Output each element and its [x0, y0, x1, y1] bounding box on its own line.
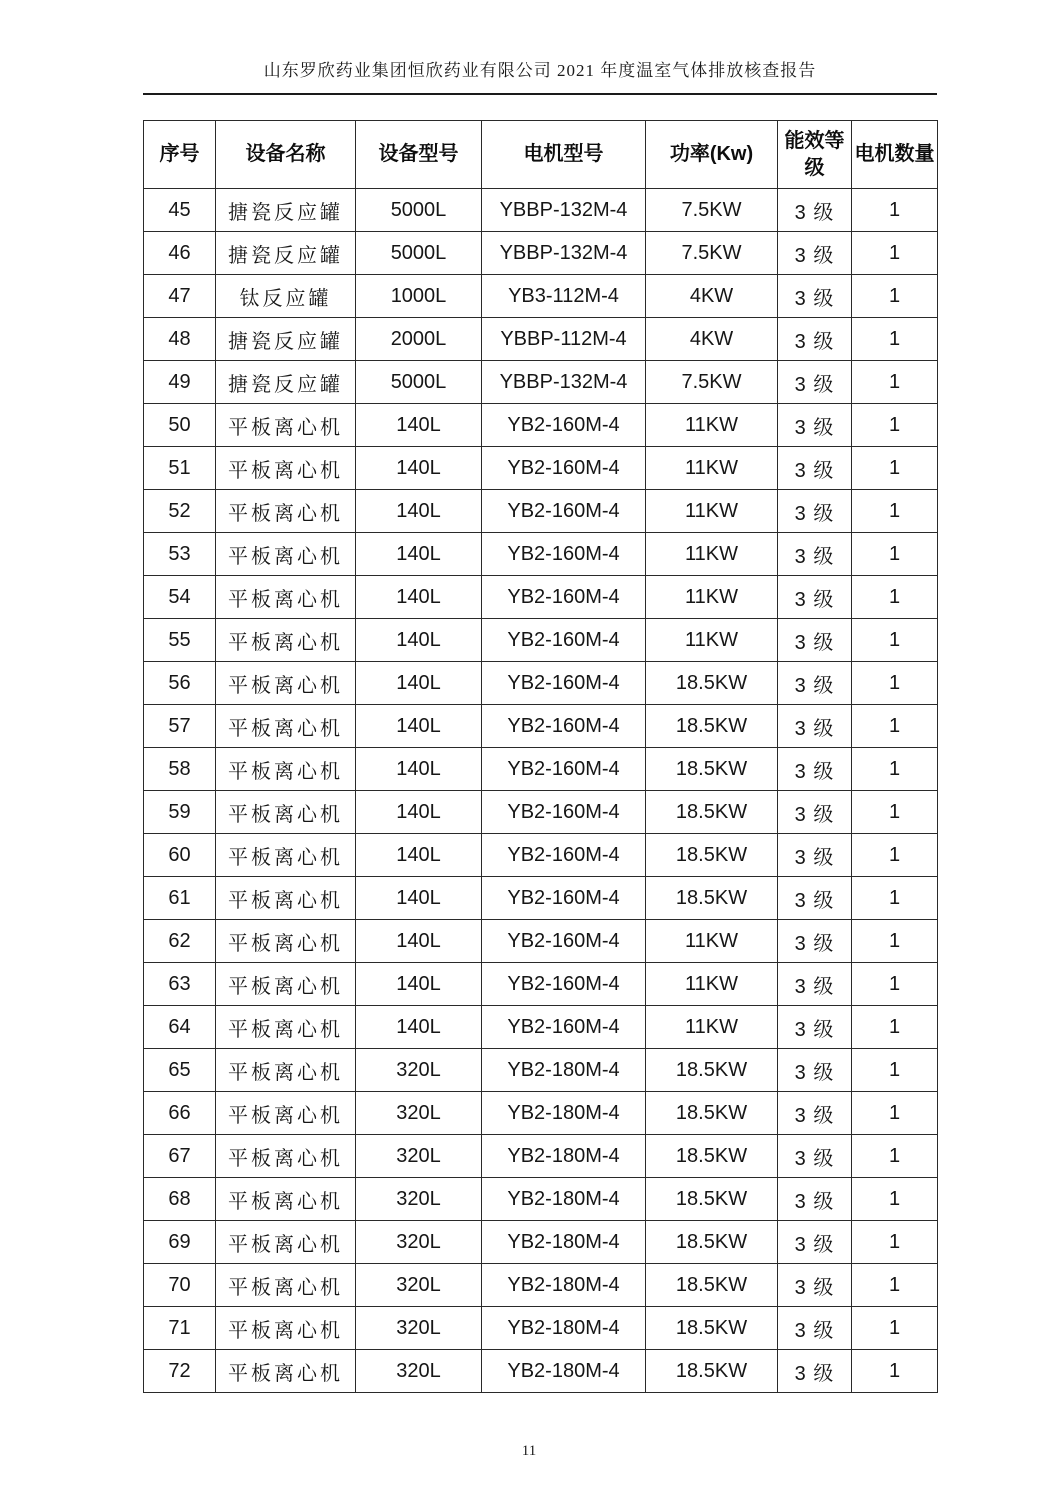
table-cell: 72 — [144, 1350, 216, 1393]
table-cell: 5000L — [356, 232, 482, 275]
table-row — [144, 1049, 938, 1092]
table-cell: 68 — [144, 1178, 216, 1221]
table-cell: 平板离心机 — [216, 533, 356, 576]
table-cell: 61 — [144, 877, 216, 920]
table-cell: 3 级 — [778, 189, 852, 232]
table-cell: 55 — [144, 619, 216, 662]
table-cell: 18.5KW — [646, 705, 778, 748]
table-row — [144, 791, 938, 834]
table-cell: 18.5KW — [646, 1178, 778, 1221]
table-cell: 56 — [144, 662, 216, 705]
table-cell: 54 — [144, 576, 216, 619]
table-cell: YB2-160M-4 — [482, 963, 646, 1006]
table-cell: 3 级 — [778, 490, 852, 533]
table-cell: YBBP-112M-4 — [482, 318, 646, 361]
table-cell: 1 — [852, 232, 938, 275]
table-cell: 11KW — [646, 963, 778, 1006]
table-cell: 平板离心机 — [216, 490, 356, 533]
table-cell: 1 — [852, 189, 938, 232]
table-cell: 平板离心机 — [216, 1221, 356, 1264]
table-row — [144, 1178, 938, 1221]
table-row — [144, 1006, 938, 1049]
table-row — [144, 1307, 938, 1350]
table-cell: 1 — [852, 576, 938, 619]
table-cell: 平板离心机 — [216, 1006, 356, 1049]
table-row — [144, 490, 938, 533]
table-cell: 钛反应罐 — [216, 275, 356, 318]
table-cell: YB2-160M-4 — [482, 877, 646, 920]
table-cell: 71 — [144, 1307, 216, 1350]
table-cell: YB2-180M-4 — [482, 1092, 646, 1135]
table-header — [144, 121, 938, 189]
table-cell: 47 — [144, 275, 216, 318]
table-cell: 18.5KW — [646, 748, 778, 791]
table-cell: 平板离心机 — [216, 1178, 356, 1221]
table-cell: YBBP-132M-4 — [482, 232, 646, 275]
table-cell: 1000L — [356, 275, 482, 318]
table-row — [144, 447, 938, 490]
table-cell: 320L — [356, 1307, 482, 1350]
table-row — [144, 189, 938, 232]
column-header: 电机型号 — [482, 121, 646, 189]
table-cell: 平板离心机 — [216, 447, 356, 490]
table-cell: 7.5KW — [646, 189, 778, 232]
table-cell: 7.5KW — [646, 361, 778, 404]
table-cell: 18.5KW — [646, 1264, 778, 1307]
table-cell: YB2-160M-4 — [482, 533, 646, 576]
table-row — [144, 275, 938, 318]
table-cell: 3 级 — [778, 619, 852, 662]
table-cell: YBBP-132M-4 — [482, 189, 646, 232]
table-cell: 140L — [356, 791, 482, 834]
table-cell: YB2-160M-4 — [482, 662, 646, 705]
table-cell: YB2-180M-4 — [482, 1221, 646, 1264]
column-header: 序号 — [144, 121, 216, 189]
table-row — [144, 533, 938, 576]
table-cell: 140L — [356, 748, 482, 791]
table-row — [144, 318, 938, 361]
table-cell: 1 — [852, 1178, 938, 1221]
table-cell: 1 — [852, 361, 938, 404]
table-cell: 1 — [852, 404, 938, 447]
table-row — [144, 920, 938, 963]
table-cell: 1 — [852, 920, 938, 963]
table-cell: 18.5KW — [646, 791, 778, 834]
table-cell: 1 — [852, 1092, 938, 1135]
table-cell: 4KW — [646, 318, 778, 361]
table-cell: 48 — [144, 318, 216, 361]
table-cell: YB2-160M-4 — [482, 490, 646, 533]
table-cell: 1 — [852, 490, 938, 533]
table-cell: 320L — [356, 1049, 482, 1092]
table-cell: 11KW — [646, 1006, 778, 1049]
table-cell: 平板离心机 — [216, 576, 356, 619]
table-row — [144, 1135, 938, 1178]
table-cell: 58 — [144, 748, 216, 791]
table-cell: 平板离心机 — [216, 1307, 356, 1350]
table-row — [144, 963, 938, 1006]
table-cell: 3 级 — [778, 877, 852, 920]
table-cell: 1 — [852, 1350, 938, 1393]
table-cell: 1 — [852, 447, 938, 490]
table-row — [144, 834, 938, 877]
table-cell: 49 — [144, 361, 216, 404]
table-cell: 平板离心机 — [216, 920, 356, 963]
table-row — [144, 1350, 938, 1393]
table-cell: 3 级 — [778, 576, 852, 619]
equipment-table — [143, 120, 938, 1393]
table-cell: 18.5KW — [646, 877, 778, 920]
table-cell: 1 — [852, 1135, 938, 1178]
table-row — [144, 877, 938, 920]
table-cell: 140L — [356, 619, 482, 662]
table-cell: YB2-160M-4 — [482, 748, 646, 791]
table-cell: 3 级 — [778, 791, 852, 834]
table-cell: 3 级 — [778, 447, 852, 490]
table-row — [144, 404, 938, 447]
table-cell: YB2-160M-4 — [482, 404, 646, 447]
table-cell: 1 — [852, 1264, 938, 1307]
table-cell: 1 — [852, 1049, 938, 1092]
table-cell: 140L — [356, 662, 482, 705]
table-cell: 1 — [852, 533, 938, 576]
table-cell: 平板离心机 — [216, 1049, 356, 1092]
document-header — [143, 56, 937, 95]
column-header: 设备型号 — [356, 121, 482, 189]
table-cell: YB2-160M-4 — [482, 834, 646, 877]
table-cell: YB2-180M-4 — [482, 1178, 646, 1221]
table-cell: 1 — [852, 318, 938, 361]
table-cell: 140L — [356, 877, 482, 920]
table-cell: 50 — [144, 404, 216, 447]
table-cell: 70 — [144, 1264, 216, 1307]
table-cell: 140L — [356, 1006, 482, 1049]
table-header-row — [144, 121, 938, 189]
table-cell: 1 — [852, 619, 938, 662]
table-cell: 5000L — [356, 189, 482, 232]
table-cell: 140L — [356, 705, 482, 748]
table-cell: YB2-160M-4 — [482, 791, 646, 834]
table-cell: 18.5KW — [646, 1307, 778, 1350]
table-cell: 1 — [852, 963, 938, 1006]
table-cell: YB2-180M-4 — [482, 1135, 646, 1178]
table-cell: 18.5KW — [646, 1135, 778, 1178]
table-cell: 1 — [852, 877, 938, 920]
table-cell: 2000L — [356, 318, 482, 361]
table-cell: YBBP-132M-4 — [482, 361, 646, 404]
column-header: 能效等级 — [778, 121, 852, 189]
column-header: 电机数量 — [852, 121, 938, 189]
table-cell: 320L — [356, 1135, 482, 1178]
table-cell: 67 — [144, 1135, 216, 1178]
table-cell: 320L — [356, 1092, 482, 1135]
table-cell: 平板离心机 — [216, 1264, 356, 1307]
table-cell: YB2-180M-4 — [482, 1264, 646, 1307]
table-row — [144, 1264, 938, 1307]
table-cell: 11KW — [646, 447, 778, 490]
table-cell: YB2-160M-4 — [482, 576, 646, 619]
table-row — [144, 232, 938, 275]
table-cell: 搪瓷反应罐 — [216, 232, 356, 275]
table-row — [144, 576, 938, 619]
table-cell: 7.5KW — [646, 232, 778, 275]
table-row — [144, 1092, 938, 1135]
column-header: 设备名称 — [216, 121, 356, 189]
table-cell: 3 级 — [778, 1221, 852, 1264]
table-cell: YB2-160M-4 — [482, 920, 646, 963]
table-cell: 搪瓷反应罐 — [216, 189, 356, 232]
table-cell: 11KW — [646, 920, 778, 963]
table-cell: 3 级 — [778, 1049, 852, 1092]
table-cell: 60 — [144, 834, 216, 877]
table-cell: 3 级 — [778, 920, 852, 963]
table-cell: 53 — [144, 533, 216, 576]
table-cell: 平板离心机 — [216, 404, 356, 447]
table-cell: 320L — [356, 1221, 482, 1264]
table-cell: 18.5KW — [646, 834, 778, 877]
table-cell: 11KW — [646, 490, 778, 533]
table-row — [144, 748, 938, 791]
table-cell: 3 级 — [778, 1264, 852, 1307]
table-cell: 3 级 — [778, 662, 852, 705]
table-cell: 搪瓷反应罐 — [216, 361, 356, 404]
table-cell: YB2-180M-4 — [482, 1049, 646, 1092]
table-cell: 140L — [356, 404, 482, 447]
table-cell: 3 级 — [778, 1350, 852, 1393]
table-cell: 平板离心机 — [216, 748, 356, 791]
table-cell: 18.5KW — [646, 1350, 778, 1393]
document-header-title: 山东罗欣药业集团恒欣药业有限公司 2021 年度温室气体排放核查报告 — [263, 61, 817, 80]
table-cell: YB2-180M-4 — [482, 1307, 646, 1350]
table-cell: 18.5KW — [646, 662, 778, 705]
table-cell: 平板离心机 — [216, 619, 356, 662]
table-cell: 63 — [144, 963, 216, 1006]
table-cell: 18.5KW — [646, 1049, 778, 1092]
table-cell: 11KW — [646, 576, 778, 619]
table-cell: 140L — [356, 576, 482, 619]
table-cell: YB2-160M-4 — [482, 705, 646, 748]
table-cell: 平板离心机 — [216, 662, 356, 705]
table-cell: 69 — [144, 1221, 216, 1264]
table-cell: 1 — [852, 705, 938, 748]
table-row — [144, 662, 938, 705]
table-cell: 平板离心机 — [216, 834, 356, 877]
table-cell: 320L — [356, 1264, 482, 1307]
table-cell: 46 — [144, 232, 216, 275]
table-cell: 18.5KW — [646, 1092, 778, 1135]
table-row — [144, 361, 938, 404]
table-cell: YB2-160M-4 — [482, 447, 646, 490]
table-cell: 1 — [852, 834, 938, 877]
table-cell: 1 — [852, 1221, 938, 1264]
table-cell: 3 级 — [778, 232, 852, 275]
table-cell: 3 级 — [778, 1092, 852, 1135]
table-cell: 平板离心机 — [216, 705, 356, 748]
table-cell: 3 级 — [778, 705, 852, 748]
table-cell: 11KW — [646, 404, 778, 447]
table-cell: 3 级 — [778, 404, 852, 447]
table-cell: YB2-160M-4 — [482, 1006, 646, 1049]
table-cell: 51 — [144, 447, 216, 490]
table-cell: 18.5KW — [646, 1221, 778, 1264]
table-cell: 平板离心机 — [216, 1135, 356, 1178]
table-cell: 1 — [852, 748, 938, 791]
table-cell: YB2-160M-4 — [482, 619, 646, 662]
table-cell: 4KW — [646, 275, 778, 318]
table-cell: 1 — [852, 662, 938, 705]
table-cell: 3 级 — [778, 1006, 852, 1049]
table-cell: 140L — [356, 963, 482, 1006]
table-cell: 3 级 — [778, 1307, 852, 1350]
table-cell: 140L — [356, 490, 482, 533]
table-cell: 平板离心机 — [216, 1092, 356, 1135]
column-header: 功率(Kw) — [646, 121, 778, 189]
table-row — [144, 619, 938, 662]
table-cell: 搪瓷反应罐 — [216, 318, 356, 361]
table-cell: 平板离心机 — [216, 963, 356, 1006]
table-cell: 140L — [356, 920, 482, 963]
table-cell: 66 — [144, 1092, 216, 1135]
table-cell: 1 — [852, 275, 938, 318]
table-cell: 3 级 — [778, 533, 852, 576]
table-cell: 平板离心机 — [216, 791, 356, 834]
table-cell: 1 — [852, 1006, 938, 1049]
table-cell: 3 级 — [778, 361, 852, 404]
table-cell: 3 级 — [778, 748, 852, 791]
table-cell: 65 — [144, 1049, 216, 1092]
table-cell: 140L — [356, 834, 482, 877]
table-cell: 45 — [144, 189, 216, 232]
table-body — [144, 189, 938, 1393]
table-cell: 140L — [356, 447, 482, 490]
table-cell: 平板离心机 — [216, 1350, 356, 1393]
table-cell: 11KW — [646, 619, 778, 662]
table-cell: 57 — [144, 705, 216, 748]
table-cell: 3 级 — [778, 275, 852, 318]
table-cell: YB3-112M-4 — [482, 275, 646, 318]
table-cell: 3 级 — [778, 963, 852, 1006]
table-cell: 3 级 — [778, 834, 852, 877]
table-cell: 5000L — [356, 361, 482, 404]
table-row — [144, 705, 938, 748]
table-cell: 3 级 — [778, 1178, 852, 1221]
table-cell: 1 — [852, 791, 938, 834]
table-cell: 平板离心机 — [216, 877, 356, 920]
table-cell: 52 — [144, 490, 216, 533]
table-cell: 64 — [144, 1006, 216, 1049]
table-cell: 1 — [852, 1307, 938, 1350]
table-cell: 140L — [356, 533, 482, 576]
page-number: 11 — [521, 1443, 537, 1459]
table-cell: 3 级 — [778, 1135, 852, 1178]
table-cell: 320L — [356, 1178, 482, 1221]
table-row — [144, 1221, 938, 1264]
table-cell: 62 — [144, 920, 216, 963]
table-cell: YB2-180M-4 — [482, 1350, 646, 1393]
table-cell: 3 级 — [778, 318, 852, 361]
table-cell: 11KW — [646, 533, 778, 576]
table-cell: 320L — [356, 1350, 482, 1393]
table-cell: 59 — [144, 791, 216, 834]
